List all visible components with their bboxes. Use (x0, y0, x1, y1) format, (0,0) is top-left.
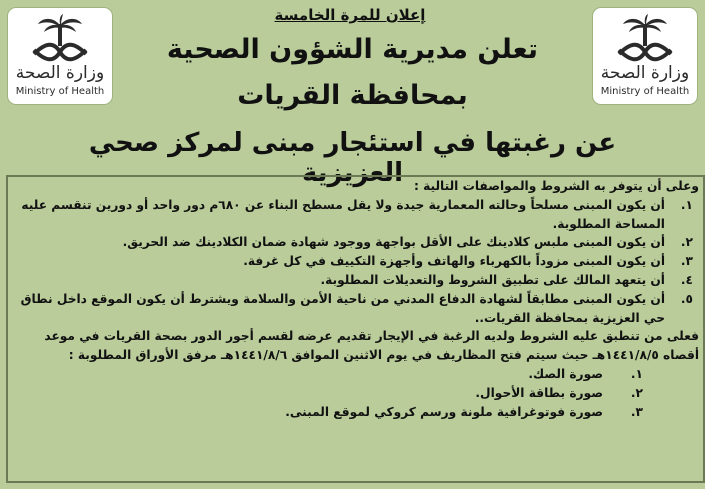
moh-palm-icon (615, 14, 675, 64)
condition-item (12, 271, 699, 290)
document-text: صورة فوتوغرافية ملونة ورسم كروكي لموقع المبنى. (285, 404, 603, 419)
title-line-1: تعلن مديرية الشؤون الصحية (166, 34, 539, 65)
condition-item (12, 233, 699, 252)
document-text: صورة الصك. (528, 366, 603, 381)
closing-line-2: أقصاه ١٤٤١/٨/٥هـ حيث سيتم فتح المظاريف في يوم الاثنين الموافق ١٤٤١/٨/٦هـ مرفق الأوراق المطلوبة : (68, 348, 699, 363)
announcement-body (6, 175, 705, 483)
condition-number: ٥. (680, 291, 693, 306)
document-number: ٢. (630, 385, 643, 400)
document-item (12, 365, 699, 384)
notice-label: إعلان للمرة الخامسة (274, 6, 426, 24)
document-item (12, 384, 699, 403)
title-line-2: بمحافظة القريات (237, 80, 468, 111)
document-item (12, 403, 699, 422)
condition-item (12, 290, 699, 328)
condition-text: أن يكون المبنى مزوداً بالكهرباء والهاتف وأجهزة التكييف في كل غرفة. (243, 254, 665, 269)
intro-text: وعلى أن يتوفر به الشروط والمواصفات التالية : (414, 179, 699, 193)
condition-text: أن يتعهد المالك على تطبيق الشروط والتعديلات المطلوبة. (320, 272, 665, 287)
condition-number: ٤. (680, 272, 693, 287)
condition-item (12, 252, 699, 271)
condition-number: ٣. (680, 254, 693, 269)
logo-arabic-name: وزارة الصحة (600, 63, 690, 83)
condition-item (12, 196, 699, 234)
closing-line-1: فعلى من تنطبق عليه الشروط ولديه الرغبة في الإيجار تقديم عرضه لقسم أجور الدور بصحة القريات في موعد (44, 329, 699, 344)
moh-palm-icon (30, 14, 90, 64)
logo-english-name: Ministry of Health (600, 86, 690, 97)
logo-arabic-name: وزارة الصحة (15, 63, 105, 83)
condition-text: أن يكون المبنى ملبس كلادينك على الأقل بواجهة ووجود شهادة ضمان الكلادينك ضد الحريق. (122, 235, 665, 250)
condition-text: أن يكون المبنى مطابقاً لشهادة الدفاع المدني من ناحية الأمن والسلامة ويشترط أن يكون الموقع داخل نطاق حي العزيزية بمحافظة القريات.. (20, 291, 665, 325)
title-line-3: عن رغبتها في استئجار مبنى لمركز صحي العزيزية (88, 128, 617, 188)
document-number: ٣. (630, 404, 643, 419)
condition-number: ٢. (680, 235, 693, 250)
condition-text: أن يكون المبنى مسلحاً وحالته المعمارية جيدة ولا يقل مسطح البناء عن ٦٨٠م دور واحد أو دورين تنقسم عليه المساحة المطلوبة. (21, 197, 665, 231)
logo-english-name: Ministry of Health (15, 86, 105, 97)
ministry-logo-right (593, 8, 697, 104)
document-text: صورة بطاقة الأحوال. (475, 385, 603, 400)
condition-number: ١. (680, 197, 693, 212)
ministry-logo-left (8, 8, 112, 104)
document-number: ١. (630, 366, 643, 381)
